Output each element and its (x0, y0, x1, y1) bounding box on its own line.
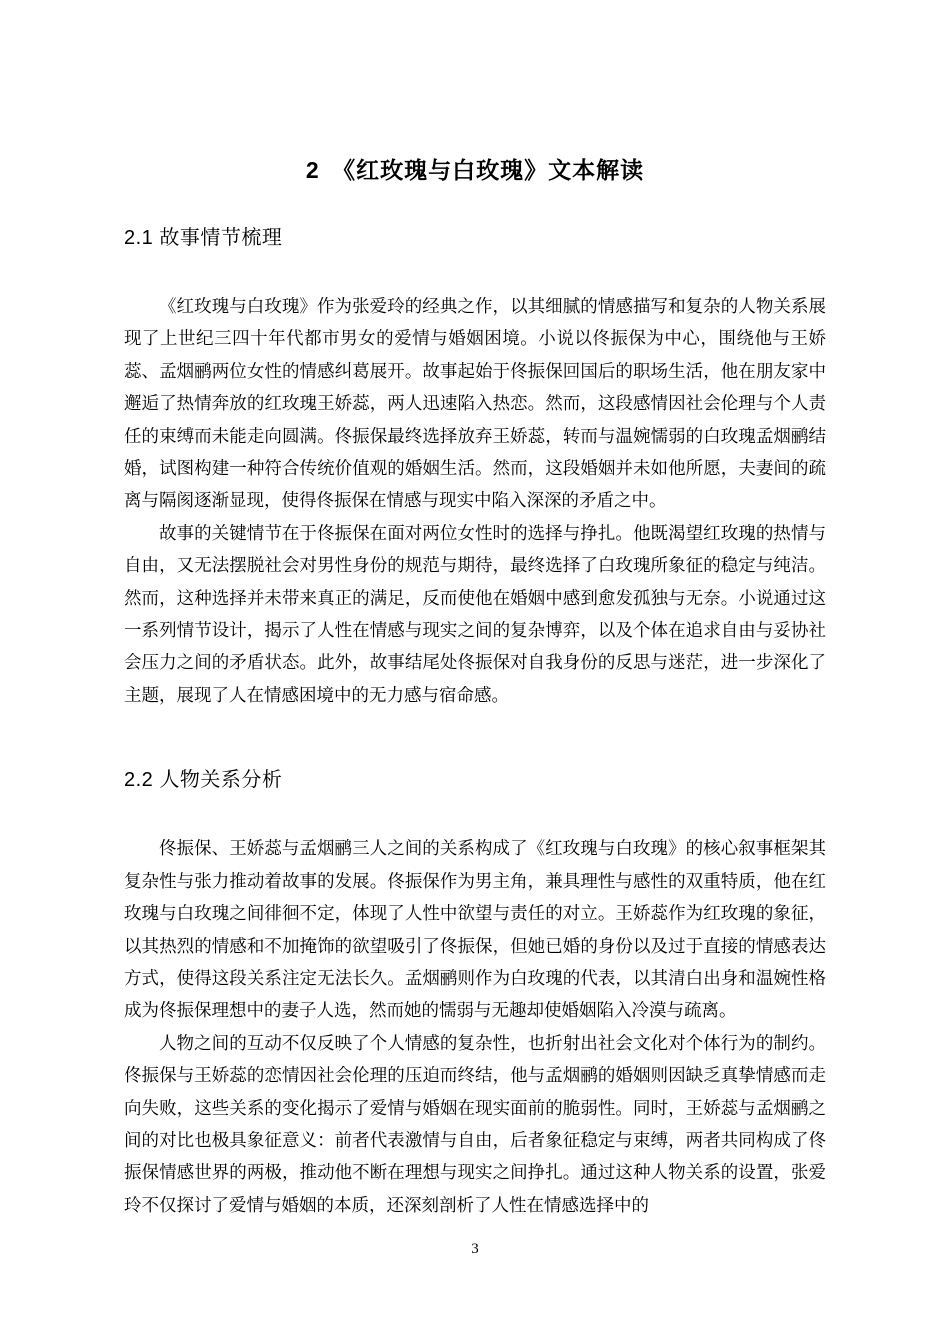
page-number: 3 (471, 1241, 479, 1257)
paragraph: 人物之间的互动不仅反映了个人情感的复杂性，也折射出社会文化对个体行为的制约。佟振保与王娇蕊的恋情因社会伦理的压迫而终结，他与孟烟鹂的婚姻则因缺乏真挚情感而走向失败，这些关系的变化揭示了爱情与婚姻在现实面前的脆弱性。同时，王娇蕊与孟烟鹂之间的对比也极具象征意义：前者代表激情与自由，后者象征稳定与束缚，两者共同构成了佟振保情感世界的两极，推动他不断在理想与现实之间挣扎。通过这种人物关系的设置，张爱玲不仅探讨了爱情与婚姻的本质，还深刻剖析了人性在情感选择中的 (124, 1032, 826, 1215)
section-heading-2-2: 2.2 人物关系分析 (124, 769, 283, 792)
document-title: 2 《红玫瑰与白玫瑰》文本解读 (305, 157, 645, 183)
section-heading-2-1: 2.1 故事情节梳理 (124, 227, 283, 249)
paragraph: 佟振保、王娇蕊与孟烟鹂三人之间的关系构成了《红玫瑰与白玫瑰》的核心叙事框架其复杂性与张力推动着故事的发展。佟振保作为男主角，兼具理性与感性的双重特质，他在红玫瑰与白玫瑰之间徘徊不定，体现了人性中欲望与责任的对立。王娇蕊作为红玫瑰的象征，以其热烈的情感和不加掩饰的欲望吸引了佟振保，但她已婚的身份以及过于直接的情感表达方式，使得这段关系注定无法长久。孟烟鹂则作为白玫瑰的代表，以其清白出身和温婉性格成为佟振保理想中的妻子人选，然而她的懦弱与无趣却使婚姻陷入冷漠与疏离。 (124, 838, 826, 1021)
paragraph: 故事的关键情节在于佟振保在面对两位女性时的选择与挣扎。他既渴望红玫瑰的热情与自由，又无法摆脱社会对男性身份的规范与期待，最终选择了白玫瑰所象征的稳定与纯洁。然而，这种选择并未带来真正的满足，反而使他在婚姻中感到愈发孤独与无奈。小说通过这一系列情节设计，揭示了人性在情感与现实之间的复杂博弈，以及个体在追求自由与妥协社会压力之间的矛盾状态。此外，故事结尾处佟振保对自我身份的反思与迷茫，进一步深化了主题，展现了人在情感困境中的无力感与宿命感。 (124, 522, 826, 705)
paragraph: 《红玫瑰与白玫瑰》作为张爱玲的经典之作，以其细腻的情感描写和复杂的人物关系展现了上世纪三四十年代都市男女的爱情与婚姻困境。小说以佟振保为中心，围绕他与王娇蕊、孟烟鹂两位女性的情感纠葛展开。故事起始于佟振保回国后的职场生活，他在朋友家中邂逅了热情奔放的红玫瑰王娇蕊，两人迅速陷入热恋。然而，这段感情因社会伦理与个人责任的束缚而未能走向圆满。佟振保最终选择放弃王娇蕊，转而与温婉懦弱的白玫瑰孟烟鹂结婚，试图构建一种符合传统价值观的婚姻生活。然而，这段婚姻并未如他所愿，夫妻间的疏离与隔阂逐渐显现，使得佟振保在情感与现实中陷入深深的矛盾之中。 (124, 296, 826, 511)
